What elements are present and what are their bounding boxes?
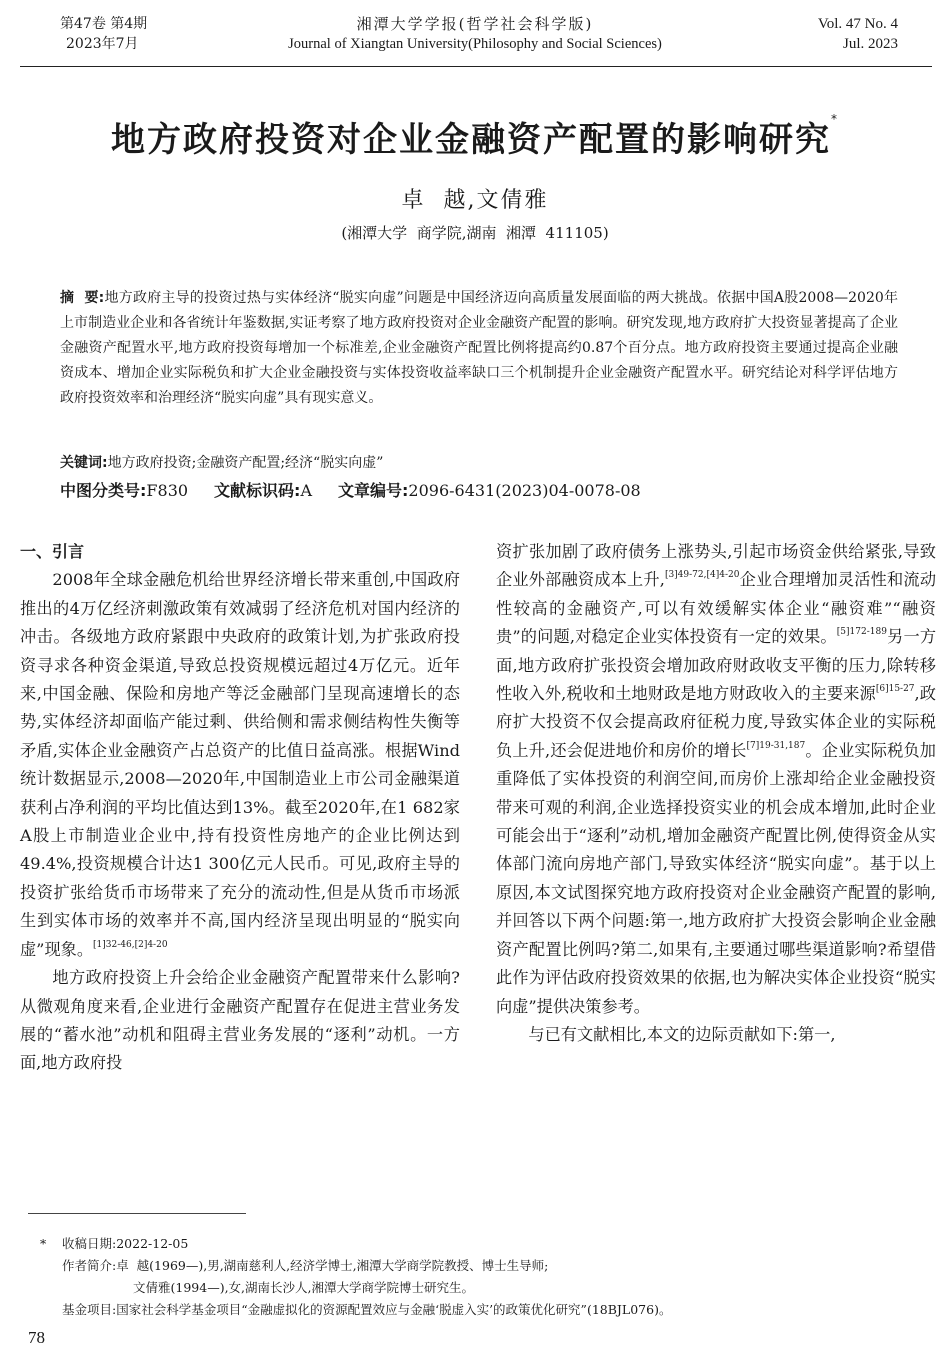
author-bio-2: 文倩雅(1994—),女,湖南长沙人,湘潭大学商学院博士研究生。 [133, 1280, 474, 1295]
authors: 卓 越,文倩雅 [401, 188, 549, 213]
received-date: * 收稿日期:2022-12-05 [40, 1233, 940, 1255]
citation: [6]15-27 [875, 684, 915, 695]
footnote-rule [28, 1213, 246, 1214]
journal-name-en: Journal of Xiangtan University(Philosophy and Social Sciences) [288, 36, 662, 52]
volume-issue: 第47卷 第4期 [60, 16, 148, 32]
doc-code-value: A [300, 481, 313, 500]
body-paragraph: 资扩张加剧了政府债务上涨势头,引起市场资金供给紧张,导致企业外部融资成本上升,$^{[3]49-72,[4]4-20}$企业合理增加灵活性和流动性较高的金融资产,可以有效缓解实体企业“融资难”“融资贵”的问题,对稳定企业实体投资有一定的效果。$^{[5]172-189}$另一方面,地方政府扩张投资会增加政府财政收支平衡的压力,除转移性收入外,税收和土地财政是地方财政收入的主要来源$^{[6]15-27}$,政府扩大投资不仅会提高政府征税力度,导致实体企业的实际税负上升,还会促进地价和房价的增长$^{[7]19-31,187}$。企业实际税负加重降低了实体投资的利润空间,而房价上涨却给企业金融投资带来可观的利润,企业选择投资实业的机会成本增加,此时企业可能会出于“逐利”动机,增加金融资产配置比例,使得资金从实体部门流向房地产部门,导致实体经济“脱实向虚”。基于以上原因,本文试图探究地方政府投资对企业金融资产配置的影响,并回答以下两个问题:第一,地方政府扩大投资会影响企业金融资产配置比例吗?第二,如果有,主要通过哪些渠道影响?希望借此作为评估政府投资效果的依据,也为解决实体企业投资“脱实向虚”提供决策参考。 [496, 542, 937, 1016]
clc-value: F830 [146, 481, 189, 500]
footnotes [40, 1233, 940, 1321]
keywords [60, 452, 898, 474]
footnote-star: * [40, 1236, 47, 1251]
volume-en: Vol. 47 No. 4 [817, 16, 898, 32]
abstract-text: 地方政府主导的投资过热与实体经济“脱实向虚”问题是中国经济迈向高质量发展面临的两大挑战。依据中国A股2008—2020年上市制造业企业和各省统计年鉴数据,实证考察了地方政府投资对企业金融资产配置的影响。研究发现,地方政府扩大投资显著提高了企业金融资产配置水平,地方政府投资每增加一个标准差,企业金融资产配置比例将提高约0.87个百分点。地方政府投资主要通过提高企业融资成本、增加企业实际税负和扩大企业金融投资与实体投资收益率缺口三个机制提升企业金融资产配置水平。研究结论对科学评估地方政府投资效率和治理经济“脱实向虚”具有现实意义。 [60, 290, 898, 406]
section-heading: 一、引言 [20, 542, 85, 561]
abstract [60, 286, 898, 411]
article-number-value: 2096-6431(2023)04-0078-08 [408, 481, 641, 500]
clc-label: 中图分类号: [60, 481, 147, 500]
title-footnote-mark: * [831, 112, 839, 126]
journal-name-cn: 湘潭大学学报(哲学社会科学版) [356, 15, 594, 33]
fund-info: 基金项目:国家社会科学基金项目“金融虚拟化的资源配置效应与金融‘脱虚入实’的政策优化研究”(18BJL076)。 [62, 1302, 672, 1317]
classification-line [60, 480, 898, 502]
body-paragraph: 与已有文献相比,本文的边际贡献如下:第一, [528, 1024, 836, 1044]
journal-volume-en [818, 14, 898, 54]
article-title-text: 地方政府投资对企业金融资产配置的影响研究 [111, 120, 831, 160]
article-title [0, 112, 950, 161]
body-paragraph: 地方政府投资上升会给企业金融资产配置带来什么影响?从微观角度来看,企业进行金融资产配置存在促进主营业务发展的“蓄水池”动机和阻碍主营业务发展的“逐利”动机。一方面,地方政府投 [20, 968, 460, 1073]
citation: [3]49-72,[4]4-20 [664, 570, 740, 581]
body-column-left [20, 538, 460, 1078]
author-bio-1: 作者简介:卓 越(1969—),男,湖南慈利人,经济学博士,湘潭大学商学院教授、博士生导师; [62, 1258, 549, 1273]
citation: [7]19-31,187 [746, 740, 806, 751]
affiliation: (湘潭大学 商学院,湖南 湘潭 411105) [341, 224, 609, 242]
doc-code-label: 文献标识码: [214, 481, 301, 500]
issue-date: 2023年7月 [66, 36, 139, 52]
body-column-right [496, 538, 936, 1049]
date-en: Jul. 2023 [842, 36, 898, 52]
page-number: 78 [28, 1328, 45, 1347]
abstract-label: 摘 要: [60, 290, 105, 306]
journal-name [0, 14, 950, 54]
keywords-text: 地方政府投资;金融资产配置;经济“脱实向虚” [107, 455, 384, 471]
body-paragraph: 2008年全球金融危机给世界经济增长带来重创,中国政府推出的4万亿经济刺激政策有效减弱了经济危机对国内经济的冲击。各级地方政府紧跟中央政府的政策计划,为扩张政府投资寻求各种资金渠道,导致总投资规模远超过4万亿元。近年来,中国金融、保险和房地产等泛金融部门呈现高速增长的态势,实体经济却面临产能过剩、供给侧和需求侧结构性失衡等矛盾,实体企业金融资产占总资产的比值日益高涨。根据Wind统计数据显示,2008—2020年,中国制造业上市公司金融渠道获利占净利润的平均比值达到13%。截至2020年,在1 682家A股上市制造业企业中,持有投资性房地产的企业比例达到49.4%,投资规模合计达1 300亿元人民币。可见,政府主导的投资扩张给货币市场带来了充分的流动性,但是从货币市场派生到实体市场的效率并不高,国内经济呈现出明显的“脱实向虚”现象。$^{[1]32-46,[2]4-20}$ [20, 570, 460, 959]
header-rule [20, 66, 932, 67]
citation: [1]32-46,[2]4-20 [93, 939, 168, 950]
article-number-label: 文章编号: [338, 481, 409, 500]
citation: [5]172-189 [836, 627, 887, 638]
keywords-label: 关键词: [60, 455, 108, 471]
